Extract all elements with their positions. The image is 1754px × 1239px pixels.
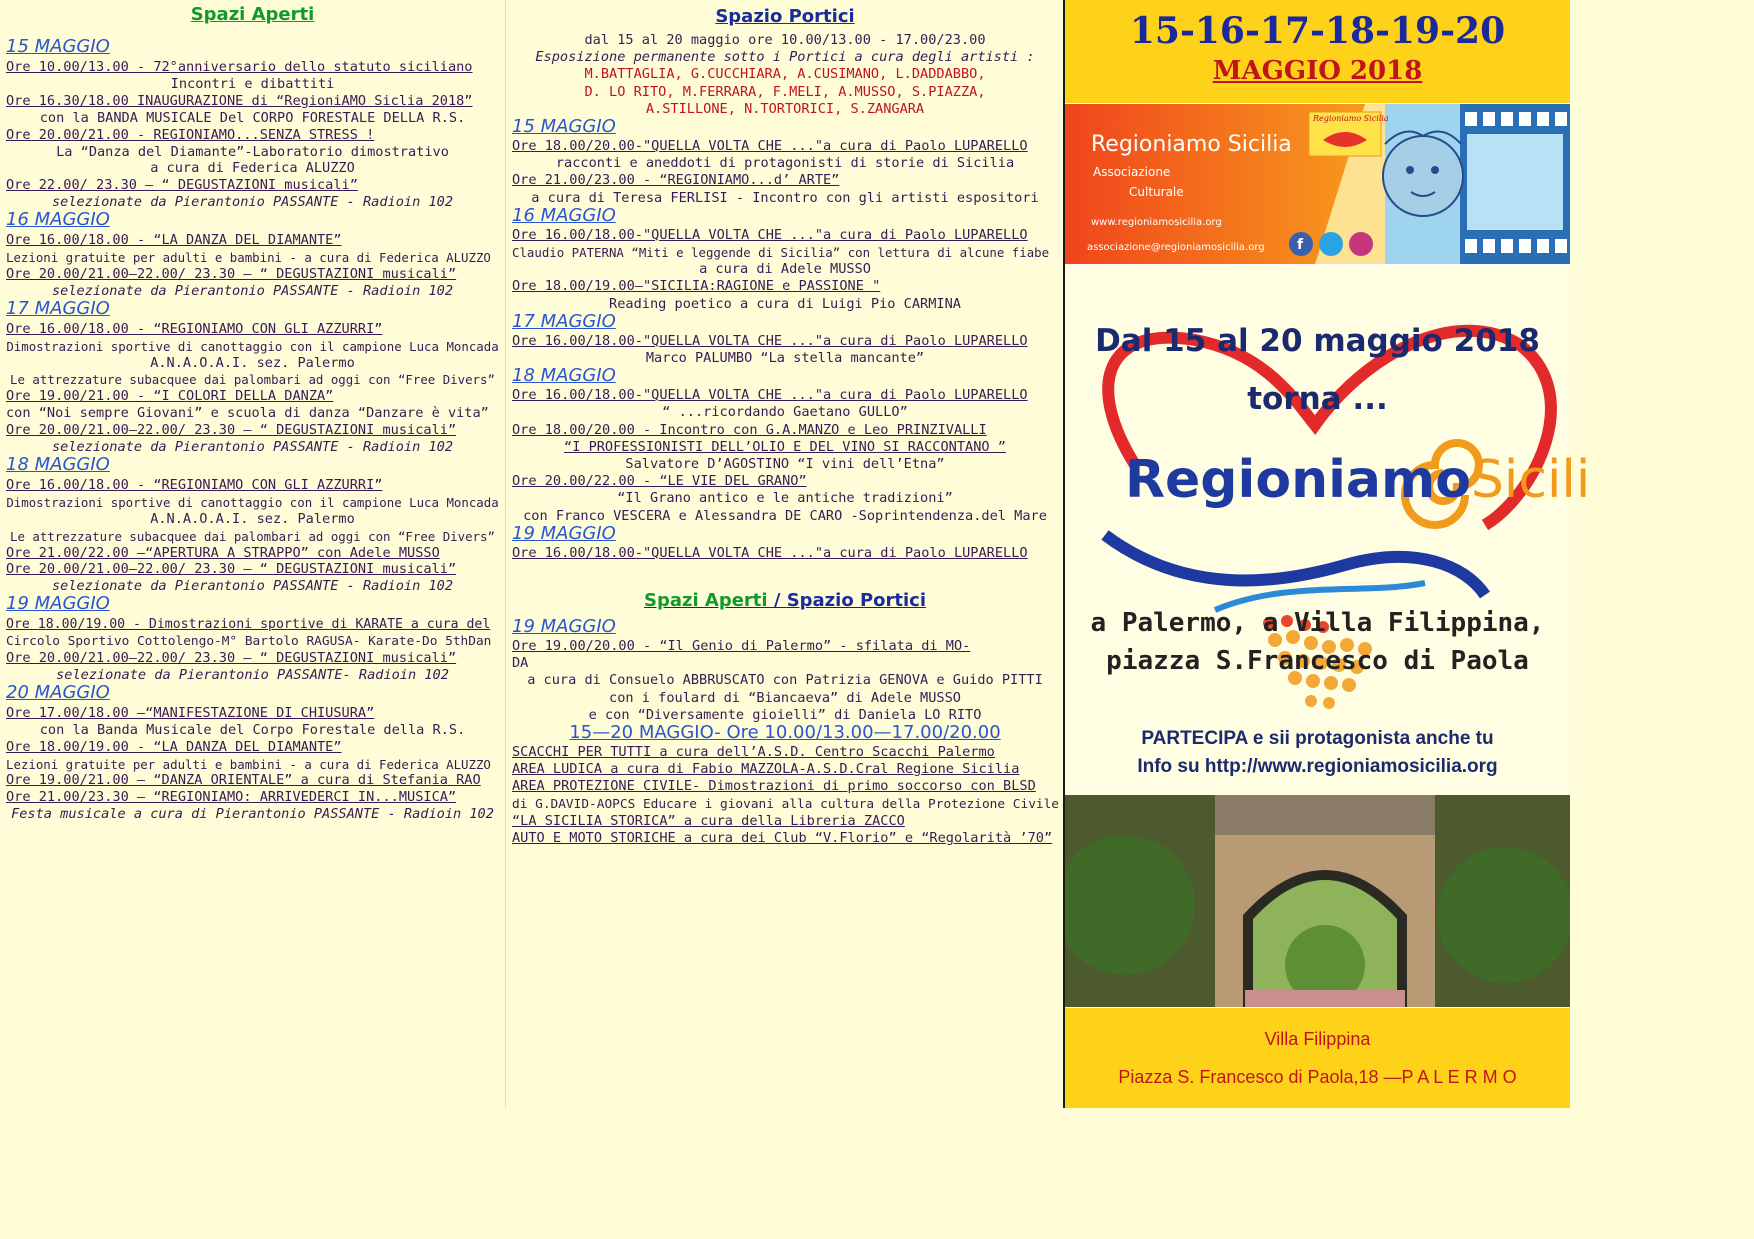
event-detail: DA xyxy=(512,655,529,672)
event-time-line: Ore 20.00/21.00—22.00/ 23.30 — “ DEGUSTAZIONI musicali” xyxy=(6,422,457,439)
event-detail: con la Banda Musicale del Corpo Forestale della R.S. xyxy=(39,721,466,738)
day-heading: 15 MAGGIO xyxy=(512,116,616,137)
event-month: MAGGIO 2018 xyxy=(1212,56,1423,86)
event-time-line: Ore 20.00/21.00—22.00/ 23.30 — “ DEGUSTAZIONI musicali” xyxy=(6,650,457,666)
event-detail: con la BANDA MUSICALE Del CORPO FORESTALE DELLA R.S. xyxy=(39,109,466,126)
address-band xyxy=(1065,1008,1570,1108)
event-detail: Lezioni gratuite per adulti e bambini - a cura di Federica ALUZZO xyxy=(6,756,491,772)
event-detail: dal 15 al 20 maggio ore 10.00/13.00 - 17.00/23.00 xyxy=(584,32,986,48)
header-sep: / xyxy=(767,590,787,611)
event-time-line: AUTO E MOTO STORICHE a cura dei Club “V.Florio” e “Regolarità ’70” xyxy=(512,830,1053,846)
event-time-line: AREA LUDICA a cura di Fabio MAZZOLA-A.S.D.Cral Regione Sicilia xyxy=(512,761,1020,778)
banner-logo-text: Regioniamo Sicilia xyxy=(1313,114,1389,123)
header-green: Spazi Aperti xyxy=(643,590,768,611)
event-detail: “Il Grano antico e le antiche tradizioni” xyxy=(617,490,953,507)
banner-web: www.regioniamosicilia.org xyxy=(1091,217,1222,228)
event-detail: La “Danza del Diamante”-Laboratorio dimostrativo xyxy=(56,143,449,160)
event-detail: Marco PALUMBO “La stella mancante” xyxy=(645,350,925,366)
villa-gate-photo xyxy=(1065,795,1570,1007)
event-time-line: Ore 19.00/20.00 - “Il Genio di Palermo” - sfilata di MO- xyxy=(512,638,971,654)
day-heading: 16 MAGGIO xyxy=(6,209,110,231)
event-time-line: Ore 21.00/22.00 —“APERTURA A STRAPPO” con Adele MUSSO xyxy=(6,544,440,561)
event-detail: a cura di Federica ALUZZO xyxy=(150,160,355,177)
event-time-line: “LA SICILIA STORICA” a cura della Libreria ZACCO xyxy=(512,812,905,829)
day-heading: 19 MAGGIO xyxy=(512,616,616,637)
event-time-line: Ore 21.00/23.00 - “REGIONIAMO...d’ ARTE” xyxy=(512,172,840,189)
event-time-line: Ore 17.00/18.00 —“MANIFESTAZIONE DI CHIUSURA” xyxy=(6,704,375,721)
day-heading: 18 MAGGIO xyxy=(6,453,110,475)
event-detail: Festa musicale a cura di Pierantonio PASSANTE - Radioin 102 xyxy=(11,806,494,823)
event-detail: Lezioni gratuite per adulti e bambini - a cura di Federica ALUZZO xyxy=(6,250,491,265)
event-time-line: Ore 20.00/21.00—22.00/ 23.30 — “ DEGUSTAZIONI musicali” xyxy=(6,561,457,578)
event-time-line: Ore 16.00/18.00-"QUELLA VOLTA CHE ..."a cura di Paolo LUPARELLO xyxy=(512,226,1028,243)
event-time-line: Ore 10.00/13.00 - 72°anniversario dello statuto siciliano xyxy=(6,59,473,75)
header-blue: Spazio Portici xyxy=(786,590,927,611)
association-banner xyxy=(1065,104,1570,264)
event-time-line: Ore 16.00/18.00-"QUELLA VOLTA CHE ..."a cura di Paolo LUPARELLO xyxy=(512,387,1028,404)
event-detail: A.N.A.O.A.I. sez. Palermo xyxy=(150,354,355,371)
event-time-line: Ore 16.00/18.00 - “LA DANZA DEL DIAMANTE” xyxy=(6,232,342,249)
photo-graphic xyxy=(1065,795,1570,1007)
banner-email: associazione@regioniamosicilia.org xyxy=(1087,242,1265,253)
column-header: Spazi Aperti xyxy=(190,4,315,25)
event-time-line: Ore 19.00/21.00 - “I COLORI DELLA DANZA” xyxy=(6,388,334,405)
svg-text:f: f xyxy=(1297,237,1304,253)
event-days: 15-16-17-18-19-20 xyxy=(1129,10,1506,52)
event-time-line: Ore 18.00/19.00—"SICILIA:RAGIONE e PASSIONE " xyxy=(512,278,881,295)
banner-sub2: Culturale xyxy=(1129,185,1184,199)
event-time-line: Ore 22.00/ 23.30 — “ DEGUSTAZIONI musicali” xyxy=(6,177,358,194)
day-heading: 17 MAGGIO xyxy=(6,297,110,319)
day-heading: 19 MAGGIO xyxy=(6,593,110,615)
event-detail: selezionate da Pierantonio PASSANTE - Radioin 102 xyxy=(51,439,454,455)
poster-cta1: PARTECIPA e sii protagonista anche tu xyxy=(1141,728,1494,749)
event-detail: selezionate da Pierantonio PASSANTE - Radioin 102 xyxy=(51,282,454,299)
logo-part-a: Regioniamo xyxy=(1125,450,1471,510)
event-time-line: Ore 18.00/19.00 - “LA DANZA DEL DIAMANTE” xyxy=(6,738,342,755)
event-detail: racconti e aneddoti di protagonisti di storie di Sicilia xyxy=(555,155,1015,172)
event-detail: a cura di Adele MUSSO xyxy=(699,261,871,278)
event-detail: Salvatore D’AGOSTINO “I vini dell’Etna” xyxy=(625,456,945,472)
event-detail: a cura di Teresa FERLISI - Incontro con gli artisti espositori xyxy=(531,189,1039,206)
event-detail: con i foulard di “Biancaeva” di Adele MUSSO xyxy=(609,689,961,706)
event-detail: Esposizione permanente sotto i Portici a cura degli artisti : xyxy=(535,49,1035,66)
poster-logo xyxy=(1125,445,1590,515)
event-time-line: Ore 20.00/22.00 - “LE VIE DEL GRANO” xyxy=(512,473,807,490)
event-detail: A.N.A.O.A.I. sez. Palermo xyxy=(150,510,355,527)
event-time-line: Ore 16.00/18.00-"QUELLA VOLTA CHE ..."a cura di Paolo LUPARELLO xyxy=(512,332,1028,349)
poster-place2: piazza S.Francesco di Paola xyxy=(1106,646,1529,676)
event-detail: Reading poetico a cura di Luigi Pio CARMINA xyxy=(609,295,961,312)
section-header xyxy=(506,592,1064,609)
poster-line2: torna ... xyxy=(1247,381,1388,417)
event-time-line: Ore 16.00/18.00 - “REGIONIAMO CON GLI AZZURRI” xyxy=(6,476,383,493)
event-detail: selezionate da Pierantonio PASSANTE- Radioin 102 xyxy=(56,666,449,683)
day-heading: 19 MAGGIO xyxy=(512,522,616,544)
address-line1: Villa Filippina xyxy=(1264,1029,1371,1049)
event-time-line: Ore 16.00/18.00-"QUELLA VOLTA CHE ..."a cura di Paolo LUPARELLO xyxy=(512,544,1028,561)
event-detail: selezionate da Pierantonio PASSANTE - Radioin 102 xyxy=(51,194,454,211)
event-time-line: SCACCHI PER TUTTI a cura dell’A.S.D. Centro Scacchi Palermo xyxy=(512,744,995,760)
event-detail: con Franco VESCERA e Alessandra DE CARO -Soprintendenza.del Mare xyxy=(523,507,1047,524)
logo-part-b: Sicili xyxy=(1470,450,1591,510)
banner-sub1: Associazione xyxy=(1093,165,1171,179)
daily-hours: 15—20 MAGGIO- Ore 10.00/13.00—17.00/20.00 xyxy=(569,722,1001,743)
event-detail: “I PROFESSIONISTI DELL’OLIO E DEL VINO SI RACCONTANO ” xyxy=(564,438,1006,455)
event-time-line: Ore 16.30/18.00 INAUGURAZIONE di “RegioniAMO Siclia 2018” xyxy=(6,92,473,109)
event-detail: Claudio PATERNA “Miti e leggende di Sicilia” con lettura di alcune fiabe xyxy=(512,245,1050,260)
event-detail: e con “Diversamente gioielli” di Daniela LO RITO xyxy=(588,706,982,723)
event-poster xyxy=(1065,265,1591,795)
event-time-line: Ore 16.00/18.00 - “REGIONIAMO CON GLI AZZURRI” xyxy=(6,320,383,337)
artist-names: D. LO RITO, M.FERRARA, F.MELI, A.MUSSO, S.PIAZZA, xyxy=(584,83,986,100)
column-header: Spazio Portici xyxy=(715,6,855,27)
poster-line1: Dal 15 al 20 maggio 2018 xyxy=(1095,323,1540,359)
column-spazio-portici xyxy=(505,0,1063,1108)
event-detail: Circolo Sportivo Cottolengo-M° Bartolo RAGUSA- Karate-Do 5thDan xyxy=(6,634,492,650)
artist-names: M.BATTAGLIA, G.CUCCHIARA, A.CUSIMANO, L.DADDABBO, xyxy=(584,66,986,83)
event-time-line: Ore 20.00/21.00 - REGIONIAMO...SENZA STRESS ! xyxy=(6,126,375,143)
event-time-line: Ore 18.00/20.00 - Incontro con G.A.MANZO e Leo PRINZIVALLI xyxy=(512,421,987,438)
poster-cta2: Info su http://www.regioniamosicilia.org xyxy=(1137,756,1498,777)
event-time-line: Ore 20.00/21.00—22.00/ 23.30 — “ DEGUSTAZIONI musicali” xyxy=(6,265,457,282)
event-detail: a cura di Consuelo ABBRUSCATO con Patrizia GENOVA e Guido PITTI xyxy=(527,672,1043,689)
event-time-line: Ore 18.00/20.00-"QUELLA VOLTA CHE ..."a cura di Paolo LUPARELLO xyxy=(512,138,1028,154)
event-detail: con “Noi sempre Giovani” e scuola di danza “Danzare è vita” xyxy=(6,405,489,422)
event-time-line: Ore 21.00/23.30 — “REGIONIAMO: ARRIVEDERCI IN...MUSICA” xyxy=(6,789,457,806)
event-time-line: AREA PROTEZIONE CIVILE- Dimostrazioni di primo soccorso con BLSD xyxy=(512,778,1036,795)
day-heading: 16 MAGGIO xyxy=(512,204,616,226)
banner-name: Regioniamo Sicilia xyxy=(1091,132,1292,157)
event-time-line: Ore 18.00/19.00 - Dimostrazioni sportive di KARATE a cura del xyxy=(6,617,491,633)
event-detail: Incontri e dibattiti xyxy=(170,75,335,92)
event-detail: Dimostrazioni sportive di canottaggio con il campione Luca Moncada xyxy=(6,494,499,510)
event-detail: Le attrezzature subacquee dai palombari ad oggi con “Free Divers” xyxy=(10,528,495,544)
event-detail: selezionate da Pierantonio PASSANTE - Radioin 102 xyxy=(51,578,454,595)
day-heading: 17 MAGGIO xyxy=(512,310,616,332)
artist-names: A.STILLONE, N.TORTORICI, S.ZANGARA xyxy=(645,100,925,117)
dates-band xyxy=(1065,0,1570,103)
event-detail: Le attrezzature subacquee dai palombari ad oggi con “Free Divers” xyxy=(10,372,495,388)
day-heading: 20 MAGGIO xyxy=(6,681,110,703)
address-line2: Piazza S. Francesco di Paola,18 —P A L E R M O xyxy=(1118,1067,1517,1087)
event-detail: di G.DAVID-AOPCS Educare i giovani alla cultura della Protezione Civile xyxy=(512,796,1060,812)
day-heading: 15 MAGGIO xyxy=(6,36,110,57)
column-spazi-aperti xyxy=(0,0,505,1108)
column-cover xyxy=(1063,0,1591,1108)
poster-place1: a Palermo, a Villa Filippina, xyxy=(1090,608,1545,638)
event-detail: “ ...ricordando Gaetano GULLO” xyxy=(662,404,908,421)
event-detail: Dimostrazioni sportive di canottaggio con il campione Luca Moncada xyxy=(6,338,499,354)
day-heading: 18 MAGGIO xyxy=(512,365,616,387)
event-time-line: Ore 19.00/21.00 — “DANZA ORIENTALE” a cura di Stefania RAO xyxy=(6,772,481,789)
